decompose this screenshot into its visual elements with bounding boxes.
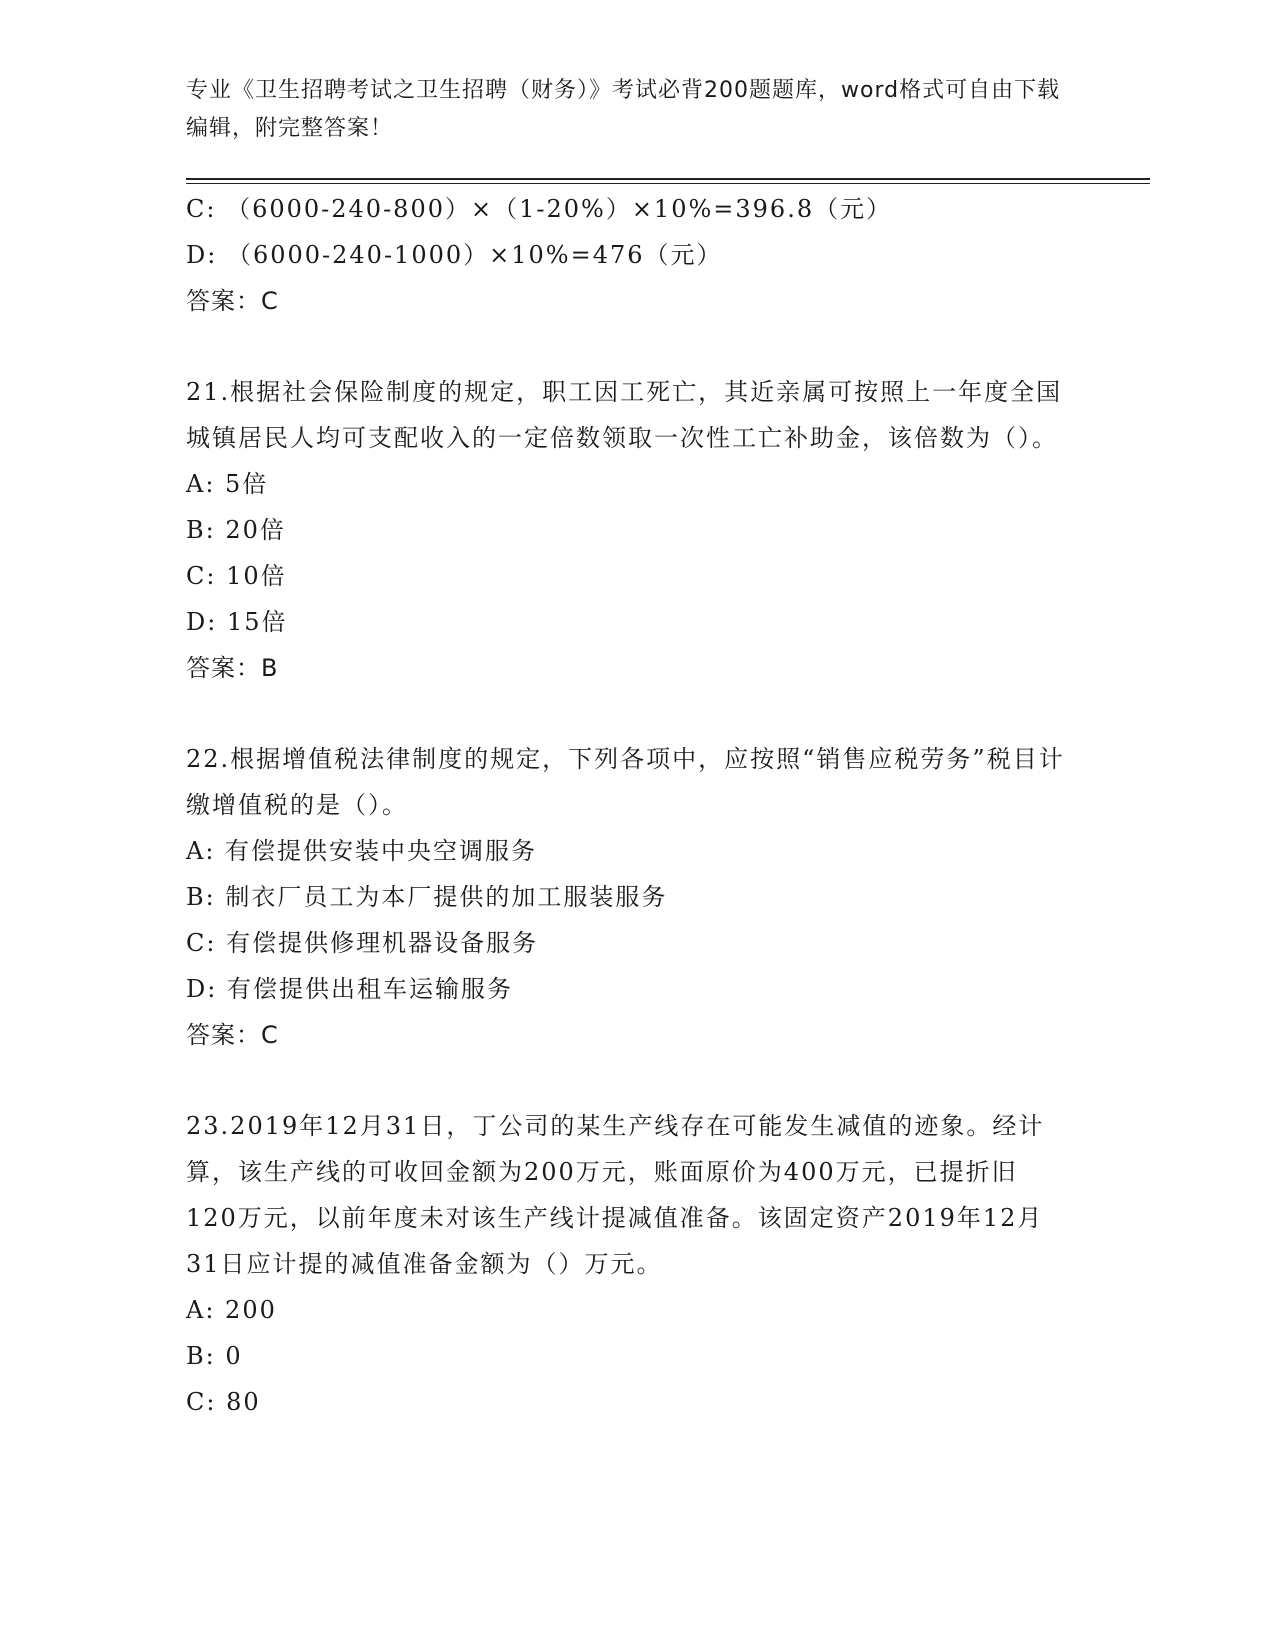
question-stem: 23.2019年12月31日，丁公司的某生产线存在可能发生减值的迹象。经计算，该生产线的可收回金额为200万元，账面原价为400万元，已提折旧120万元，以前年度未对该生产线计提减值准备。该固定资产2019年12月31日应计提的减值准备金额为（）万元。 (186, 1112, 1045, 1278)
answer-line: 答案：C (186, 287, 279, 315)
previous-question-tail (186, 186, 1086, 324)
option-a: A: 有偿提供安装中央空调服务 (186, 837, 538, 865)
option-c: C: （6000-240-800）×（1-20%）×10%=396.8（元） (186, 195, 893, 223)
option-a: A: 5倍 (186, 470, 269, 498)
option-b: B: 0 (186, 1342, 243, 1370)
question-stem: 21.根据社会保险制度的规定，职工因工死亡，其近亲属可按照上一年度全国城镇居民人均可支配收入的一定倍数领取一次性工亡补助金，该倍数为（）。 (186, 378, 1063, 452)
question-content (186, 186, 1086, 1425)
option-a: A: 200 (186, 1296, 277, 1324)
option-c: C: 80 (186, 1388, 261, 1416)
question-stem: 22.根据增值税法律制度的规定，下列各项中，应按照“销售应税劳务”税目计缴增值税的是（）。 (186, 745, 1065, 819)
option-d: D: 有偿提供出租车运输服务 (186, 975, 513, 1003)
option-d: D: 15倍 (186, 608, 288, 636)
question-23 (186, 1103, 1086, 1425)
answer-line: 答案：C (186, 1021, 279, 1049)
option-b: B: 制衣厂员工为本厂提供的加工服装服务 (186, 883, 668, 911)
question-22 (186, 736, 1086, 1058)
answer-line: 答案：B (186, 654, 279, 682)
document-header: 专业《卫生招聘考试之卫生招聘（财务）》考试必背200题题库，word格式可自由下载编辑，附完整答案！ (186, 78, 1061, 141)
header-divider-thin (186, 183, 1150, 184)
option-c: C: 10倍 (186, 562, 287, 590)
header-divider (186, 178, 1150, 180)
option-c: C: 有偿提供修理机器设备服务 (186, 929, 539, 957)
question-21 (186, 369, 1086, 691)
option-d: D: （6000-240-1000）×10%=476（元） (186, 241, 723, 269)
option-b: B: 20倍 (186, 516, 286, 544)
